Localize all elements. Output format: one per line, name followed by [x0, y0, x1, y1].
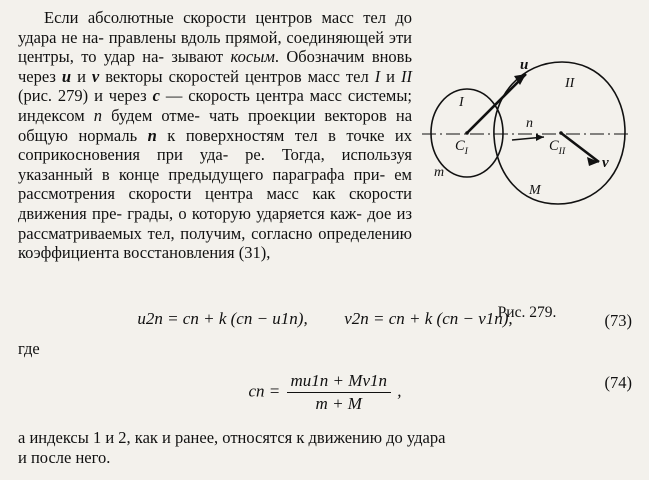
text-line: и через — [94, 86, 153, 106]
vector-v-line — [561, 133, 599, 162]
symbol-u: u — [61, 66, 72, 86]
formula-74-row — [18, 371, 632, 414]
text-line: — скорость центра масс — [159, 86, 342, 106]
text-line: чать проекции векторов на общую — [18, 105, 413, 145]
text-line: грады, о которую ударяется каж- — [127, 203, 362, 223]
label-vector-v: v — [602, 155, 609, 171]
text-line: . Обозначим вновь через — [18, 47, 412, 86]
symbol-c: c — [152, 86, 160, 106]
symbol-v: v — [91, 66, 100, 86]
text-line: векторы скоростей — [99, 66, 239, 86]
term-kosym: косым — [230, 47, 275, 67]
formula-73 — [18, 309, 632, 329]
label-center-one: $C_I$ — [455, 138, 468, 157]
text-line: будем отме- — [102, 105, 200, 125]
figure-drawing — [422, 52, 632, 302]
label-body-two: II — [565, 76, 575, 91]
label-mass-m: m — [434, 165, 445, 180]
text-line: Если абсолютные скорости центров масс тел до удара не на- — [18, 8, 412, 47]
paragraph-tail — [18, 428, 632, 467]
label-body-one: I — [459, 95, 464, 110]
formula-74 — [18, 371, 632, 414]
formula-74-lhs: cn = — [248, 381, 281, 401]
formula-73-left: u2n = cn + k (cn − u1n), — [137, 309, 308, 328]
text-line: точке их соприкосновения при уда- — [18, 125, 413, 165]
text-line: к поверхностям тел в — [156, 125, 336, 145]
symbol-normal-n: n — [147, 125, 157, 145]
label-mass-M: M — [529, 183, 541, 198]
figure-caption: Рис. 279. — [497, 304, 557, 321]
formula-74-comma: , — [397, 381, 402, 401]
equation-number-74: (74) — [604, 373, 632, 392]
text-line: зывают — [171, 47, 231, 67]
figure-279 — [422, 52, 632, 342]
text-line: масс как скорости движения пре- — [18, 184, 412, 223]
formula-74-denominator: m + M — [287, 392, 391, 414]
formula-section — [18, 300, 632, 467]
symbol-body-two: II — [401, 66, 412, 86]
text-line: нормаль — [78, 125, 148, 145]
text-line: и — [380, 66, 401, 86]
formula-73-row — [18, 309, 632, 335]
text-line: конце предыдущего параграфа при- — [118, 164, 386, 184]
text-line: правлены вдоль прямой, соединяющей эти центры, то удар на- — [18, 27, 413, 67]
label-vector-u: u — [520, 57, 529, 73]
gde-label: где — [18, 339, 40, 358]
text-line: ем рассмотрения скорости центра — [18, 164, 412, 204]
equation-number-73: (73) — [604, 311, 632, 330]
formula-73-right: v2n = cn + k (cn − v1n), — [344, 309, 513, 328]
text-line: коэффициента восстановления (31), — [18, 243, 271, 263]
formula-74-fraction — [287, 371, 391, 414]
main-text-block — [18, 8, 632, 342]
symbol-n-index: n — [93, 105, 103, 125]
formula-74-numerator: mu1n + Mv1n — [290, 371, 387, 390]
tail-line-1: а индексы 1 и 2, как и ранее, относятся к движению до удара — [18, 428, 446, 447]
symbol-body-one: I — [374, 66, 381, 86]
text-line: системы; индексом — [18, 86, 412, 125]
vector-u-line — [467, 74, 526, 133]
text-line: ре. Тогда, используя указанный в — [18, 145, 413, 184]
normal-n-arrowhead — [536, 134, 544, 141]
text-line: (рис. 279) — [18, 86, 89, 106]
label-center-two: $C_{II}$ — [549, 138, 566, 157]
text-line: центров масс тел — [244, 66, 375, 86]
label-normal-n: n — [526, 116, 533, 131]
tail-line-2: и после него. — [18, 447, 111, 467]
text-line: и — [71, 66, 92, 86]
text-line: дое из рассматриваемых тел, получим, согласно определению — [18, 203, 412, 243]
